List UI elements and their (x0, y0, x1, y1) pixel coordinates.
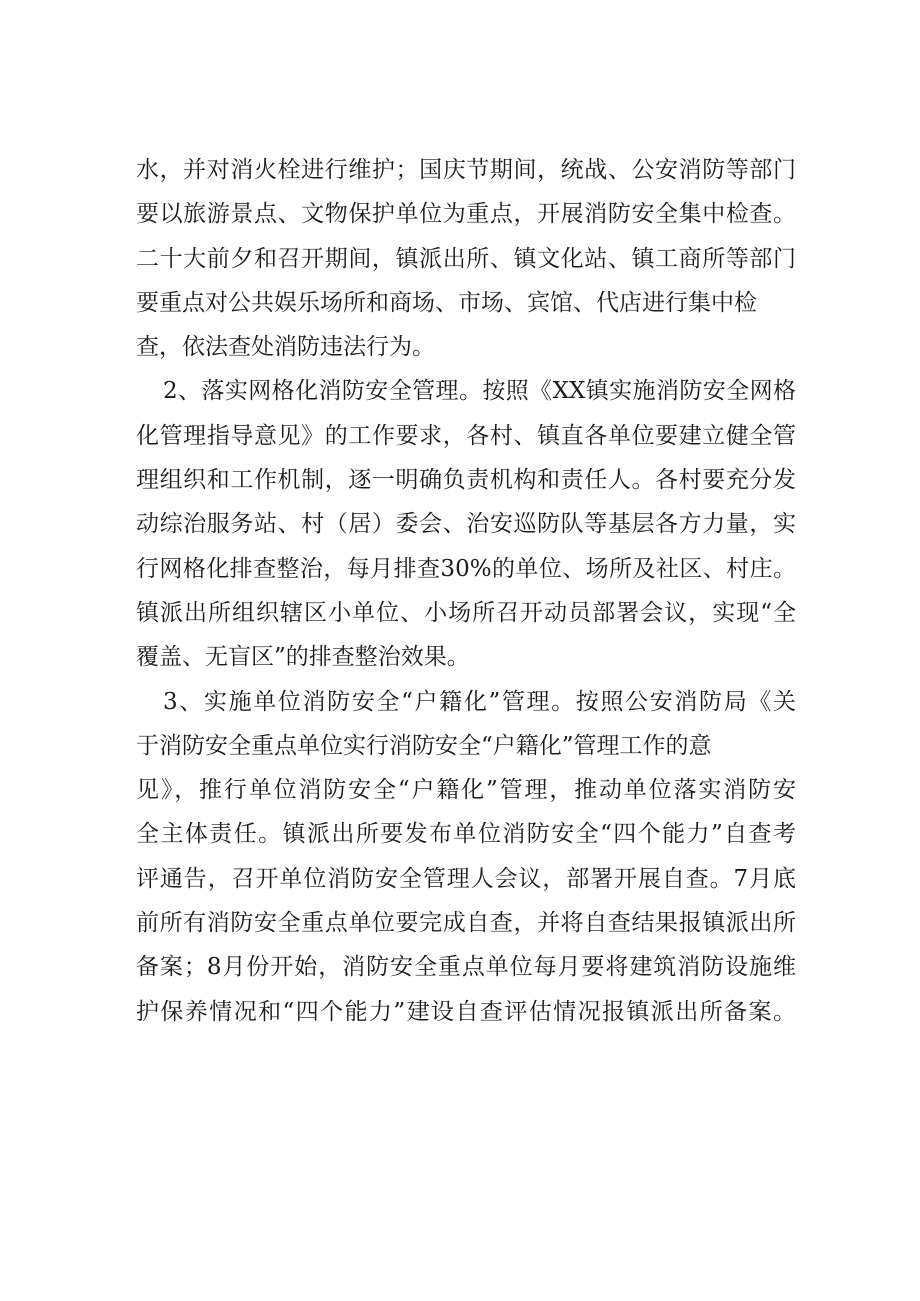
text-line: 二十大前夕和召开期间，镇派出所、镇文化站、镇工商所等部门 (136, 245, 796, 272)
text-line: 覆盖、无盲区”的排查整治效果。 (136, 644, 470, 671)
text-line: 镇派出所组织辖区小单位、小场所召开动员部署会议，实现“全 (136, 599, 796, 626)
text-line: 化管理指导意见》的工作要求，各村、镇直各单位要建立健全管 (136, 422, 796, 449)
text-line: 评通告，召开单位消防安全管理人会议，部署开展自查。7月底 (136, 865, 796, 892)
text-line: 要以旅游景点、文物保护单位为重点，开展消防安全集中检查。 (136, 201, 796, 228)
text-line: 水，并对消火栓进行维护；国庆节期间，统战、公安消防等部门 (136, 157, 796, 183)
paragraph-2 (136, 369, 796, 679)
text-line: 行网格化排查整治，每月排查30%的单位、场所及社区、村庄。 (136, 555, 796, 582)
text-line: 见》，推行单位消防安全“户籍化”管理，推动单位落实消防安 (136, 777, 796, 804)
text-line: 全主体责任。镇派出所要发布单位消防安全“四个能力”自查考 (136, 821, 796, 848)
text-line: 要重点对公共娱乐场所和商场、市场、宾馆、代店进行集中检 (136, 289, 757, 316)
text-line: 3、实施单位消防安全“户籍化”管理。按照公安消防局《关 (163, 688, 796, 715)
document-body (136, 148, 796, 1034)
paragraph-intro (136, 148, 796, 369)
paragraph-3 (136, 680, 796, 1034)
text-line: 查，依法查处消防违法行为。 (136, 334, 435, 361)
text-line: 备案；8月份开始，消防安全重点单位每月要将建筑消防设施维 (136, 954, 796, 981)
text-line: 于消防安全重点单位实行消防安全“户籍化”管理工作的意 (136, 732, 712, 759)
text-line: 动综治服务站、村（居）委会、治安巡防队等基层各方力量，实 (136, 511, 796, 538)
text-line: 理组织和工作机制，逐一明确负责机构和责任人。各村要充分发 (136, 467, 796, 494)
text-line: 护保养情况和“四个能力”建设自查评估情况报镇派出所备案。 (136, 998, 796, 1025)
text-line: 前所有消防安全重点单位要完成自查，并将自查结果报镇派出所 (136, 910, 796, 937)
text-line: 2、落实网格化消防安全管理。按照《XX镇实施消防安全网格 (163, 378, 796, 405)
